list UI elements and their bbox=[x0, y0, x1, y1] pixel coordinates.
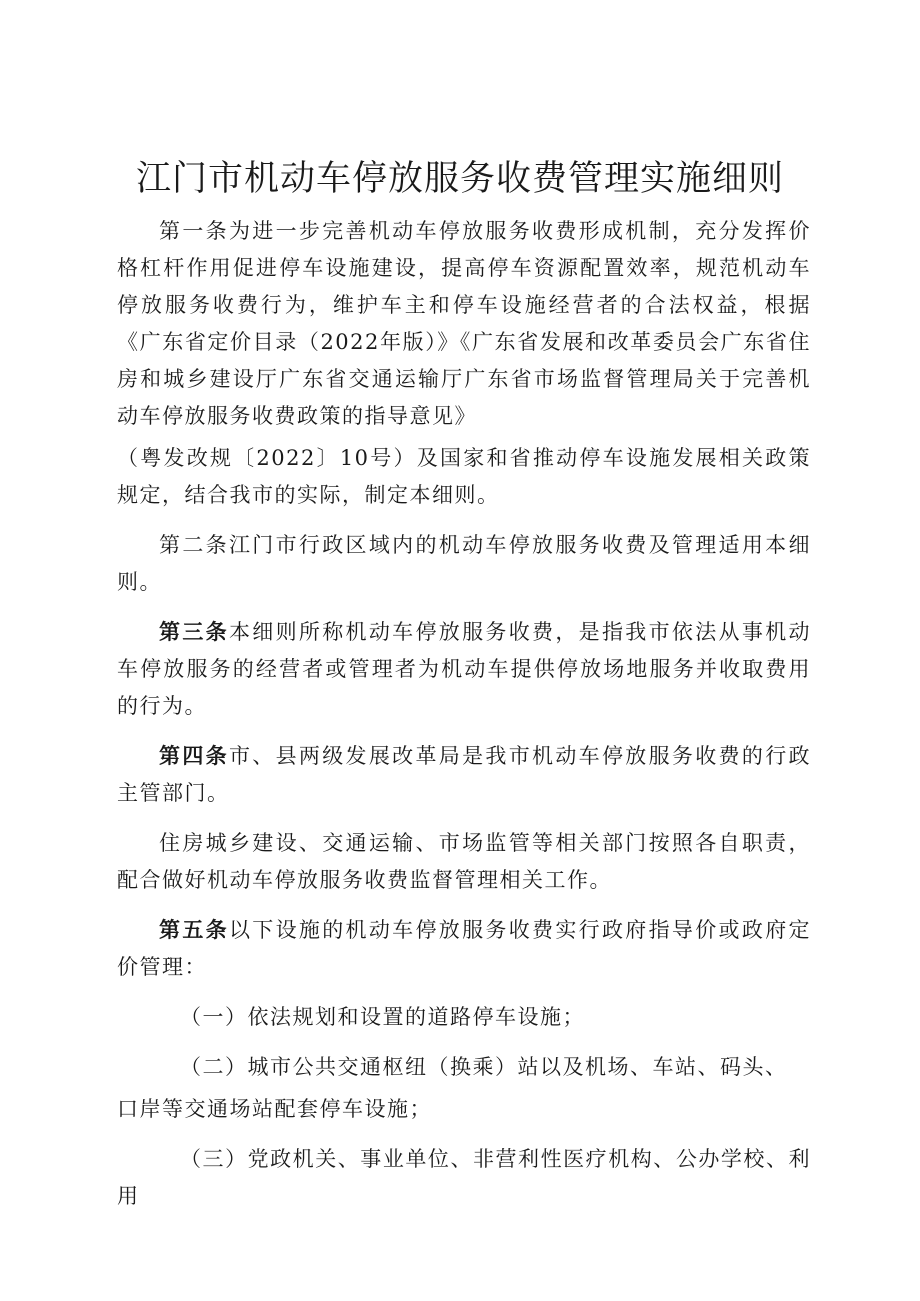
paragraph-text: 住房城乡建设、交通运输、市场监管等相关部门按照各自职责，配合做好机动车停放服务收费监督管理相关工作。 bbox=[117, 831, 811, 892]
document-body bbox=[117, 213, 811, 1228]
paragraph-text: （一）依法规划和设置的道路停车设施； bbox=[180, 1005, 585, 1029]
paragraph-text: 第二条江门市行政区域内的机动车停放服务收费及管理适用本细则。 bbox=[117, 533, 811, 594]
article-label: 第五条 bbox=[159, 918, 229, 942]
list-item-1 bbox=[117, 999, 811, 1036]
article-5-paragraph bbox=[117, 912, 811, 986]
document-title: 江门市机动车停放服务收费管理实施细则 bbox=[135, 159, 784, 199]
paragraph-text: 本细则所称机动车停放服务收费，是指我市依法从事机动车停放服务的经营者或管理者为机动车提供停放场地服务并收取费用的行为。 bbox=[117, 620, 812, 718]
article-1-continuation bbox=[117, 440, 811, 514]
list-item-2 bbox=[117, 1049, 811, 1086]
article-label: 第三条 bbox=[159, 620, 229, 644]
paragraph-text: 市、县两级发展改革局是我市机动车停放服务收费的行政主管部门。 bbox=[117, 744, 812, 805]
article-label: 第四条 bbox=[159, 744, 229, 768]
article-2-paragraph bbox=[117, 527, 811, 601]
paragraph-text: 口岸等交通场站配套停车设施； bbox=[117, 1097, 432, 1121]
paragraph-text: 第一条为进一步完善机动车停放服务收费形成机制，充分发挥价格杠杆作用促进停车设施建设，提高停车资源配置效率，规范机动车停放服务收费行为，维护车主和停车设施经营者的合法权益，根据《广东省定价目录（2022年版）》《广东省发展和改革委员会广东省住房和城乡建设厅广东省交通运输厅广东省市场监督管理局关于完善机动车停放服务收费政策的指导意见》 bbox=[117, 219, 811, 428]
list-item-2-continuation bbox=[117, 1091, 811, 1128]
article-4-second-paragraph bbox=[117, 825, 811, 899]
paragraph-text: （二）城市公共交通枢纽（换乘）站以及机场、车站、码头、 bbox=[180, 1055, 788, 1079]
article-3-paragraph bbox=[117, 614, 811, 725]
paragraph-text: （三）党政机关、事业单位、非营利性医疗机构、公办学校、利用 bbox=[117, 1147, 811, 1208]
article-4-paragraph bbox=[117, 738, 811, 812]
list-item-3 bbox=[117, 1141, 811, 1215]
article-1-paragraph bbox=[117, 213, 811, 435]
paragraph-text: 以下设施的机动车停放服务收费实行政府指导价或政府定价管理： bbox=[117, 918, 812, 979]
paragraph-text: （粤发改规〔2022〕10号）及国家和省推动停车设施发展相关政策规定，结合我市的实际，制定本细则。 bbox=[117, 446, 811, 507]
